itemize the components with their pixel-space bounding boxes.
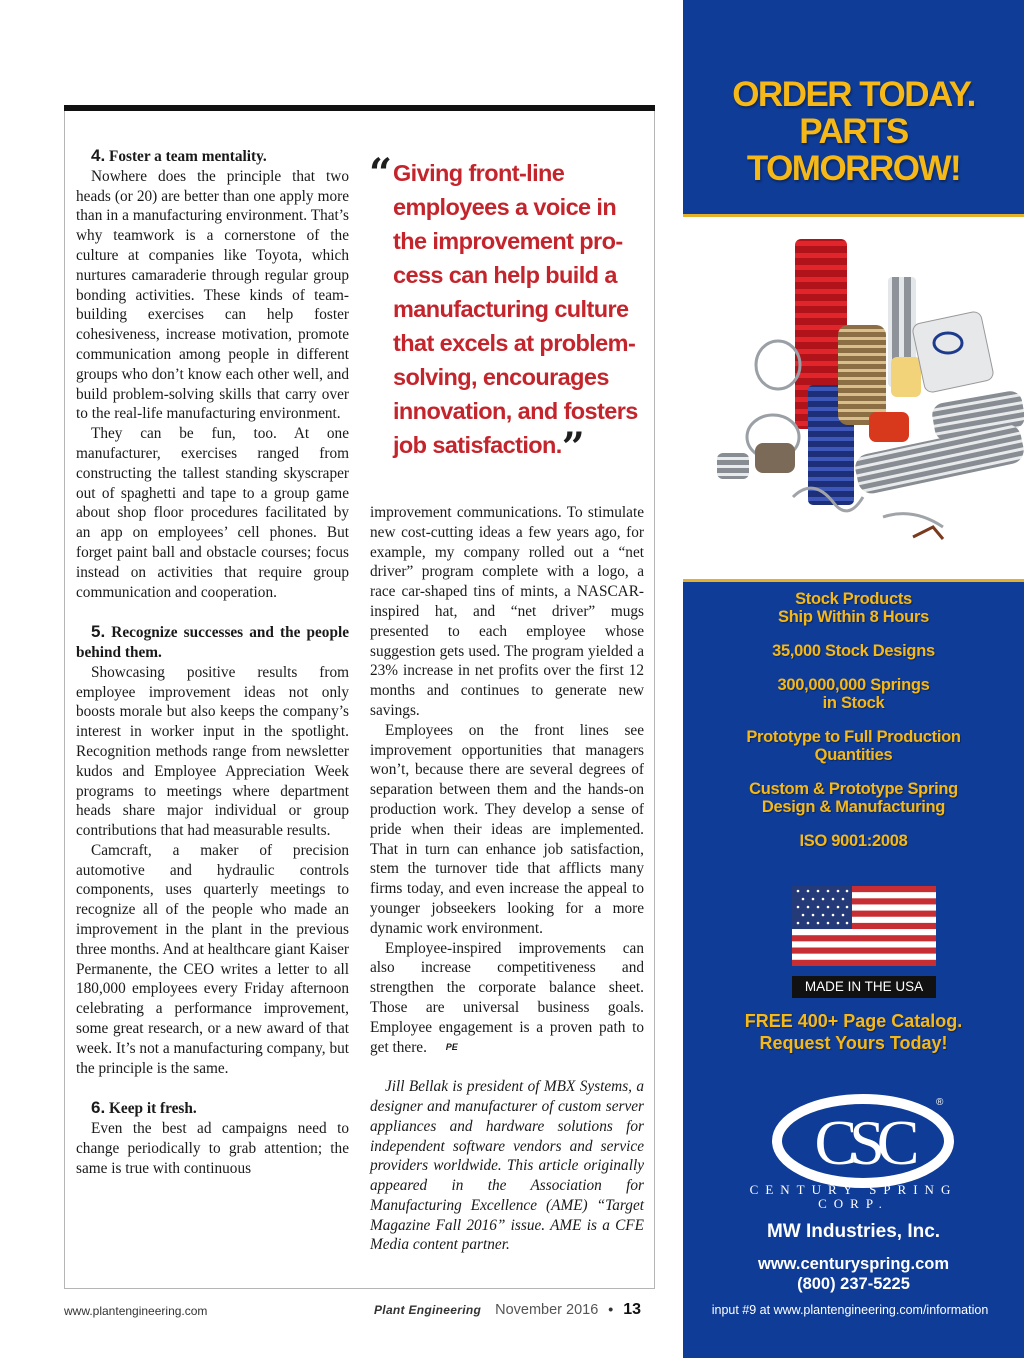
- column-rule-left: [64, 111, 65, 1289]
- section-6-number: 6.: [91, 1098, 106, 1118]
- registered-mark: ®: [936, 1097, 944, 1108]
- springs-product-image: [683, 214, 1024, 582]
- ad-feature-line: Ship Within 8 Hours: [778, 608, 929, 626]
- ad-feature-item: [683, 780, 1024, 816]
- brass-spring: [838, 325, 886, 425]
- pull-quote-line: that excels at problem-: [393, 330, 636, 356]
- ad-feature-line: Custom & Prototype Spring: [749, 780, 958, 798]
- section-5-heading: [76, 622, 349, 663]
- ad-headline-line-1: ORDER TODAY.: [732, 75, 975, 114]
- catalog-offer-line-2: Request Yours Today!: [759, 1033, 948, 1053]
- ad-feature-item: [683, 590, 1024, 626]
- made-in-usa-label: MADE IN THE USA: [792, 976, 936, 998]
- section-5-paragraph-2: Camcraft, a maker of precision automotive and hydraulic controls components, uses quarterly meetings to recognize all of the people who made an improvement in the plant in the previous three months. And at healthcare giant Kaiser Permanente, the CEO writes a letter to all 180,000 employees every Friday afternoon celebrating a performance improvement, some great research, or a new award of that week. It’s not a manufacturing company, but the principle is the same.: [76, 841, 349, 1077]
- ad-website-link[interactable]: www.centuryspring.com: [757, 1255, 949, 1273]
- pull-quote-line: solving, encourages: [393, 364, 609, 390]
- company-name-line-1: CENTURY SPRING: [749, 1182, 958, 1197]
- hook-spring: [883, 514, 943, 527]
- small-torsion-arm: [913, 527, 943, 539]
- pe-end-mark: PE: [445, 1041, 458, 1052]
- parent-company: MW Industries, Inc.: [766, 1221, 941, 1242]
- col2-paragraph-3-text: Employee-inspired improvements can also increase competitiveness and strengthen the corporate balance sheet. Those are universal business goals. Employee engagement is a proven path to get there.: [370, 939, 644, 1056]
- ad-feature-line: 35,000 Stock Designs: [772, 642, 935, 660]
- open-quote-mark: “: [369, 150, 392, 197]
- pull-quote-line: employees a voice in: [393, 194, 617, 220]
- small-coil-spring: [756, 341, 800, 389]
- column-rule-right: [654, 111, 655, 1289]
- author-bio: Jill Bellak is president of MBX Systems, a designer and manufacturer of custom server appliances and hardware solutions for independent software vendors and service providers worldwide. This article originally appeared in the Association for Manufacturing Excellence (AME) “Target Magazine Fall 2016” issue. AME is a CFE Media content partner.: [370, 1078, 644, 1254]
- red-cap: [869, 412, 909, 442]
- section-4-number: 4.: [91, 146, 106, 165]
- ad-feature-line: in Stock: [822, 694, 885, 712]
- col2-paragraph-1: improvement communications. To stimulate new cost-cutting ideas a few years ago, for example, my company rolled out a “net driver” program complete with a logo, a race car-shaped tins of mints, a NASCAR-inspired hat, and “net driver” mugs presented to each employee whose suggestion gets used. The program yielded a 23% increase in net profits over the first 12 months and continues to generate new savings.: [370, 504, 644, 719]
- catalog-offer-line-1: FREE 400+ Page Catalog.: [744, 1011, 963, 1031]
- ad-headline-line-2: PARTS: [799, 112, 908, 151]
- ad-headline-line-3: TOMORROW!: [746, 149, 961, 188]
- section-4-heading: [76, 146, 349, 167]
- pull-quote-line: innovation, and fosters: [393, 398, 638, 424]
- issue-month: November 2016: [495, 1302, 599, 1318]
- section-4-paragraph-2: They can be fun, too. At one manufacturer, exercises ranged from constructing the tallest standing skyscraper out of spaghetti and tape to a group game about shop floor procedures facilitated by an app on employees’ cell phones. But forget paint ball and obstacle courses; focus instead on activities that require group communication and cooperation.: [76, 425, 349, 601]
- pull-quote-line: Giving front-line: [393, 160, 565, 186]
- col2-paragraph-3: [370, 939, 644, 1058]
- ad-feature-line: ISO 9001:2008: [799, 832, 908, 850]
- csc-logo: [771, 1092, 955, 1190]
- yellow-spring-cap: [891, 357, 921, 397]
- section-5-title: Recognize successes and the people behind them.: [76, 624, 349, 661]
- ad-feature-line: 300,000,000 Springs: [777, 676, 930, 694]
- ad-phone: (800) 237-5225: [797, 1275, 910, 1293]
- ad-feature-line: Design & Manufacturing: [761, 798, 946, 816]
- pull-quote-line: the improvement pro-: [393, 228, 623, 254]
- section-6-title: Keep it fresh.: [109, 1100, 197, 1118]
- us-flag: [792, 886, 936, 966]
- ad-feature-list: [683, 590, 1024, 866]
- footer-folio: [374, 1301, 641, 1319]
- company-name-line-2: CORP.: [818, 1196, 889, 1211]
- section-4-title: Foster a team mentality.: [109, 148, 267, 165]
- pull-quote: [369, 150, 647, 471]
- article-column-1: [76, 146, 349, 1178]
- century-spring-name: [683, 1183, 1024, 1211]
- springs-illustration: [683, 217, 1024, 579]
- pull-quote-line: cess can help build a: [393, 262, 617, 288]
- csc-logo-letters: CSC: [814, 1107, 912, 1178]
- section-4-paragraph-1: Nowhere does the principle that two heads (or 20) are better than one apply more than in a manufacturing environment. That’s why teamwork is a cornerstone of the culture at companies like Toyota, which nurtures camaraderie through regular group bonding activities. These kinds of team-building exercises can help foster cohesiveness, increase motivation, promote communication among people in different groups who don’t know each other well, and build problem-solving skills that carry over to the real-life manufacturing environment.: [76, 167, 349, 423]
- catalog-offer[interactable]: [683, 1010, 1024, 1054]
- section-6-heading: [76, 1098, 349, 1119]
- ad-feature-line: Prototype to Full Production: [746, 728, 961, 746]
- col2-paragraph-2: Employees on the front lines see improvement opportunities that managers won’t, because there are several degrees of separation between them and the hands-on production work. They develop a sense of pride when their ideas are implemented. That in turn can enhance job satisfaction, stem the turnover tide that afflicts many firms today, and even increase the appeal to younger jobseekers looking for a more dynamic work environment.: [370, 721, 644, 937]
- pull-quote-line: job satisfaction.”: [393, 424, 585, 471]
- ad-feature-line: Stock Products: [795, 590, 912, 608]
- section-6-paragraph-1: Even the best ad campaigns need to change periodically to grab attention; the same is true with continuous: [76, 1120, 349, 1177]
- ad-feature-item: [683, 642, 1024, 660]
- top-rule: [64, 105, 655, 111]
- reader-input-line[interactable]: input #9 at www.plantengineering.com/information: [711, 1303, 989, 1317]
- pull-quote-line: manufacturing culture: [393, 296, 629, 322]
- section-5-paragraph-1: Showcasing positive results from employee improvement ideas not only boosts morale but also keeps the company’s interest in worker input in the spotlight. Recognition methods range from newsletter kudos and Employee Appreciation Week programs to meetings where department heads share major individual or group contributions that had measurable results.: [76, 663, 349, 840]
- bottom-rule: [64, 1288, 655, 1289]
- pull-quote-text: [369, 150, 647, 471]
- ad-feature-item: [683, 676, 1024, 712]
- small-torsion-spring: [717, 453, 749, 479]
- ad-headline: [683, 76, 1024, 187]
- close-quote-mark: ”: [561, 424, 585, 471]
- ad-contact[interactable]: [683, 1254, 1024, 1294]
- article-column-2: [370, 503, 644, 1255]
- ad-feature-item: [683, 728, 1024, 764]
- page-number: 13: [623, 1301, 641, 1318]
- publication-name: Plant Engineering: [374, 1303, 482, 1317]
- section-5-number: 5.: [91, 622, 106, 642]
- folio-bullet: •: [608, 1301, 614, 1317]
- footer-website[interactable]: www.plantengineering.com: [64, 1304, 208, 1318]
- dark-torsion-spring: [755, 443, 795, 473]
- ad-feature-line: Quantities: [814, 746, 893, 764]
- ad-feature-item: [683, 832, 1024, 850]
